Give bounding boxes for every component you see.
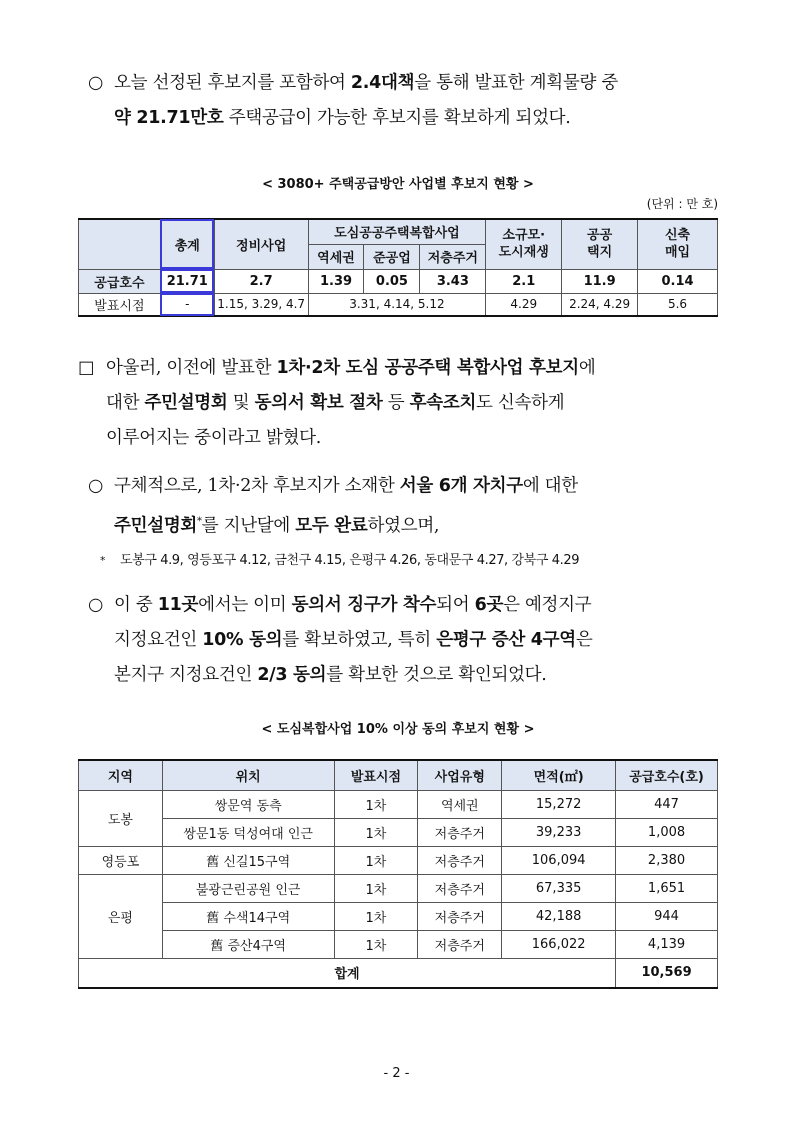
circle-bullet-icon: ○ <box>88 595 103 615</box>
square-bullet-icon: □ <box>78 358 95 378</box>
header-small: 소규모· 도시재생 <box>486 219 562 269</box>
table-row: 쌍문1동 덕성여대 인근 1차 저층주거 39,233 1,008 <box>79 818 718 846</box>
date-public-land: 2.24, 4.29 <box>562 293 638 316</box>
header-total: 총계 <box>160 219 214 269</box>
header-lowrise: 저층주거 <box>420 244 486 269</box>
table1-unit: (단위 : 만 호) <box>646 197 718 211</box>
date-purchase: 5.6 <box>638 293 718 316</box>
consent-sites-table <box>78 759 718 989</box>
header-complex: 도심공공주택복합사업 <box>308 219 486 244</box>
table1-caption: < 3080+ 주택공급방안 사업별 후보지 현황 > <box>262 177 534 192</box>
page-number: - 2 - <box>383 1066 410 1081</box>
section2-line-3: 이루어지는 중이라고 밝혔다. <box>106 428 322 448</box>
supply-small: 2.1 <box>486 269 562 293</box>
supply-total: 21.71 <box>160 269 214 293</box>
intro-line-2: 약 21.71만호 주택공급이 가능한 후보지를 확보하게 되었다. <box>114 108 571 128</box>
bullet2-line-2: 주민설명회*를 지난달에 모두 완료하였으며, <box>114 515 440 536</box>
supply-industrial: 0.05 <box>364 269 420 293</box>
header-public-land: 공공 택지 <box>562 219 638 269</box>
header-station: 역세권 <box>308 244 364 269</box>
header-purchase: 신축 매입 <box>638 219 718 269</box>
bullet2-line-1: ○ 구체적으로, 1차·2차 후보지가 소재한 서울 6개 자치구에 대한 <box>88 469 738 504</box>
section2-line-2: 대한 주민설명회 및 동의서 확보 절차 등 후속조치도 신속하게 <box>106 393 565 413</box>
bullet2-paragraph <box>88 469 738 544</box>
table-row <box>79 293 718 316</box>
header-industrial: 준공업 <box>364 244 420 269</box>
supply-public-land: 11.9 <box>562 269 638 293</box>
bullet3-line-2: 지정요건인 10% 동의를 확보하였고, 특히 은평구 증산 4구역은 <box>114 630 593 650</box>
table2-caption: < 도심복합사업 10% 이상 동의 후보지 현황 > <box>261 722 535 737</box>
date-label: 발표시점 <box>79 293 161 316</box>
header-location: 위치 <box>162 760 334 790</box>
table-row: 도봉 쌍문역 동측 1차 역세권 15,272 447 <box>79 790 718 818</box>
bullet3-paragraph <box>88 588 738 693</box>
header-blank <box>79 219 161 269</box>
header-supply: 공급호수(호) <box>616 760 718 790</box>
header-region: 지역 <box>79 760 163 790</box>
circle-bullet-icon: ○ <box>88 476 103 496</box>
supply-label: 공급호수 <box>79 269 161 293</box>
table-row: 舊 증산4구역 1차 저층주거 166,022 4,139 <box>79 930 718 958</box>
section2-line-1: □ 아울러, 이전에 발표한 1차·2차 도심 공공주택 복합사업 후보지에 <box>78 351 738 386</box>
supply-station: 1.39 <box>308 269 364 293</box>
table-row: 은평 불광근린공원 인근 1차 저층주거 67,335 1,651 <box>79 874 718 902</box>
region-cell: 영등포 <box>79 846 163 874</box>
asterisk-icon: * <box>100 554 106 567</box>
region-cell: 은평 <box>79 874 163 958</box>
table-row: 舊 수색14구역 1차 저층주거 42,188 944 <box>79 902 718 930</box>
total-row <box>79 958 718 988</box>
total-value: 10,569 <box>616 958 718 988</box>
header-announce: 발표시점 <box>334 760 418 790</box>
intro-line-1: ○ 오늘 선정된 후보지를 포함하여 2.4대책을 통해 발표한 계획물량 중 <box>88 66 738 101</box>
supply-purchase: 0.14 <box>638 269 718 293</box>
date-small: 4.29 <box>486 293 562 316</box>
header-maintenance: 정비사업 <box>214 219 308 269</box>
footnote: * 도봉구 4.9, 영등포구 4.12, 금천구 4.15, 은평구 4.26, 동대문구 4.27, 강북구 4.29 <box>100 553 580 568</box>
intro-paragraph <box>88 66 738 136</box>
region-cell: 도봉 <box>79 790 163 846</box>
bullet3-line-1: ○ 이 중 11곳에서는 이미 동의서 징구가 착수되어 6곳은 예정지구 <box>88 588 738 623</box>
total-label: 합계 <box>79 958 616 988</box>
housing-supply-table <box>78 218 718 317</box>
header-type: 사업유형 <box>418 760 502 790</box>
supply-lowrise: 3.43 <box>420 269 486 293</box>
date-maintenance: 1.15, 3.29, 4.7 <box>214 293 308 316</box>
header-area: 면적(㎡) <box>502 760 616 790</box>
table-row <box>79 269 718 293</box>
supply-maintenance: 2.7 <box>214 269 308 293</box>
section2-paragraph <box>78 351 738 456</box>
bullet3-line-3: 본지구 지정요건인 2/3 동의를 확보한 것으로 확인되었다. <box>114 665 547 685</box>
table-row: 영등포 舊 신길15구역 1차 저층주거 106,094 2,380 <box>79 846 718 874</box>
date-complex: 3.31, 4.14, 5.12 <box>308 293 486 316</box>
date-total: - <box>160 293 214 316</box>
circle-bullet-icon: ○ <box>88 73 103 93</box>
